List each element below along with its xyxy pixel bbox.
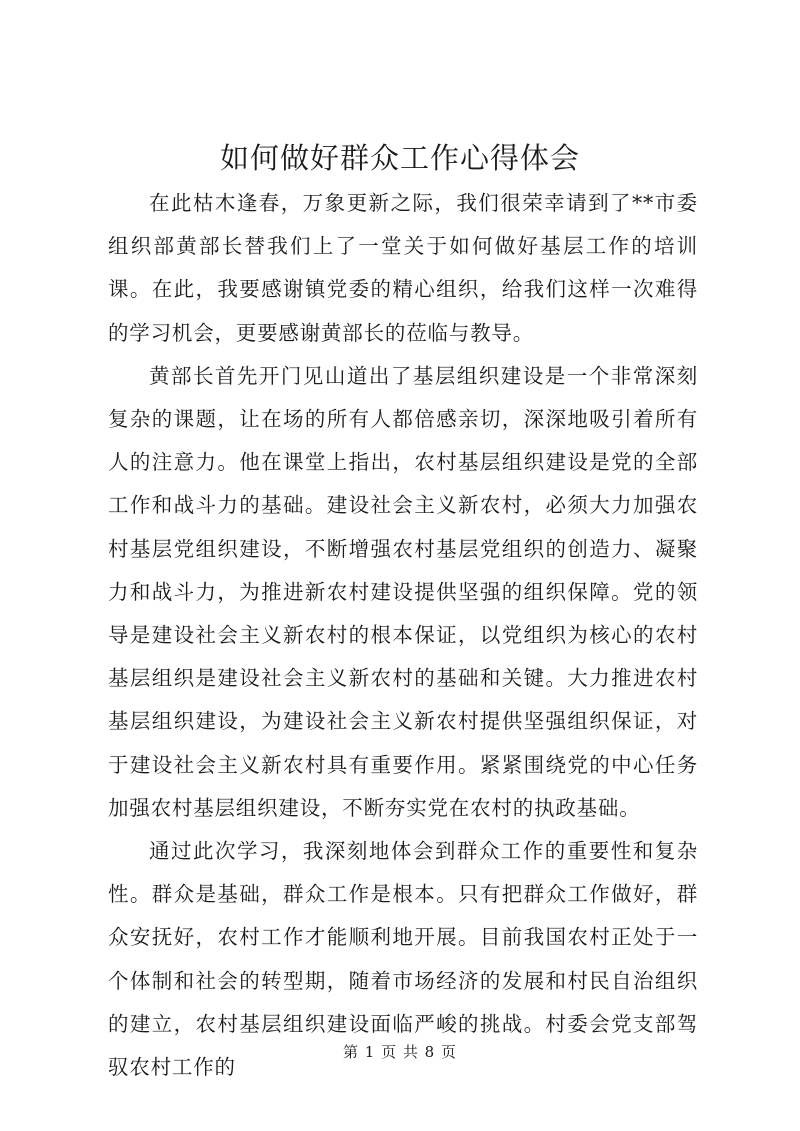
paragraph-3: 通过此次学习，我深刻地体会到群众工作的重要性和复杂性。群众是基础，群众工作是根本。只有把群众工作做好，群众安抚好，农村工作才能顺利地开展。目前我国农村正处于一个体制和社会的转型期，随着市场经济的发展和村民自治组织的建立，农村基层组织建设面临严峻的挑战。村委会党支部驾驭农村工作的 <box>108 839 698 1080</box>
page-footer: 第 1 页 共 8 页 <box>343 1043 457 1061</box>
document-title: 如何做好群众工作心得体会 <box>219 141 580 175</box>
document-body <box>108 182 698 1089</box>
paragraph-1: 在此枯木逢春，万象更新之际，我们很荣幸请到了**市委组织部黄部长替我们上了一堂关于如何做好基层工作的培训课。在此，我要感谢镇党委的精心组织，给我们这样一次难得的学习机会，更要感谢黄部长的莅临与教导。 <box>108 191 698 345</box>
paragraph-2: 黄部长首先开门见山道出了基层组织建设是一个非常深刻复杂的课题，让在场的所有人都倍感亲切，深深地吸引着所有人的注意力。他在课堂上指出，农村基层组织建设是党的全部工作和战斗力的基础。建设社会主义新农村，必须大力加强农村基层党组织建设，不断增强农村基层党组织的创造力、凝聚力和战斗力，为推进新农村建设提供坚强的组织保障。党的领导是建设社会主义新农村的根本保证，以党组织为核心的农村基层组织是建设社会主义新农村的基础和关键。大力推进农村基层组织建设，为建设社会主义新农村提供坚强组织保证，对于建设社会主义新农村具有重要作用。紧紧围绕党的中心任务加强农村基层组织建设，不断夯实党在农村的执政基础。 <box>108 363 698 820</box>
